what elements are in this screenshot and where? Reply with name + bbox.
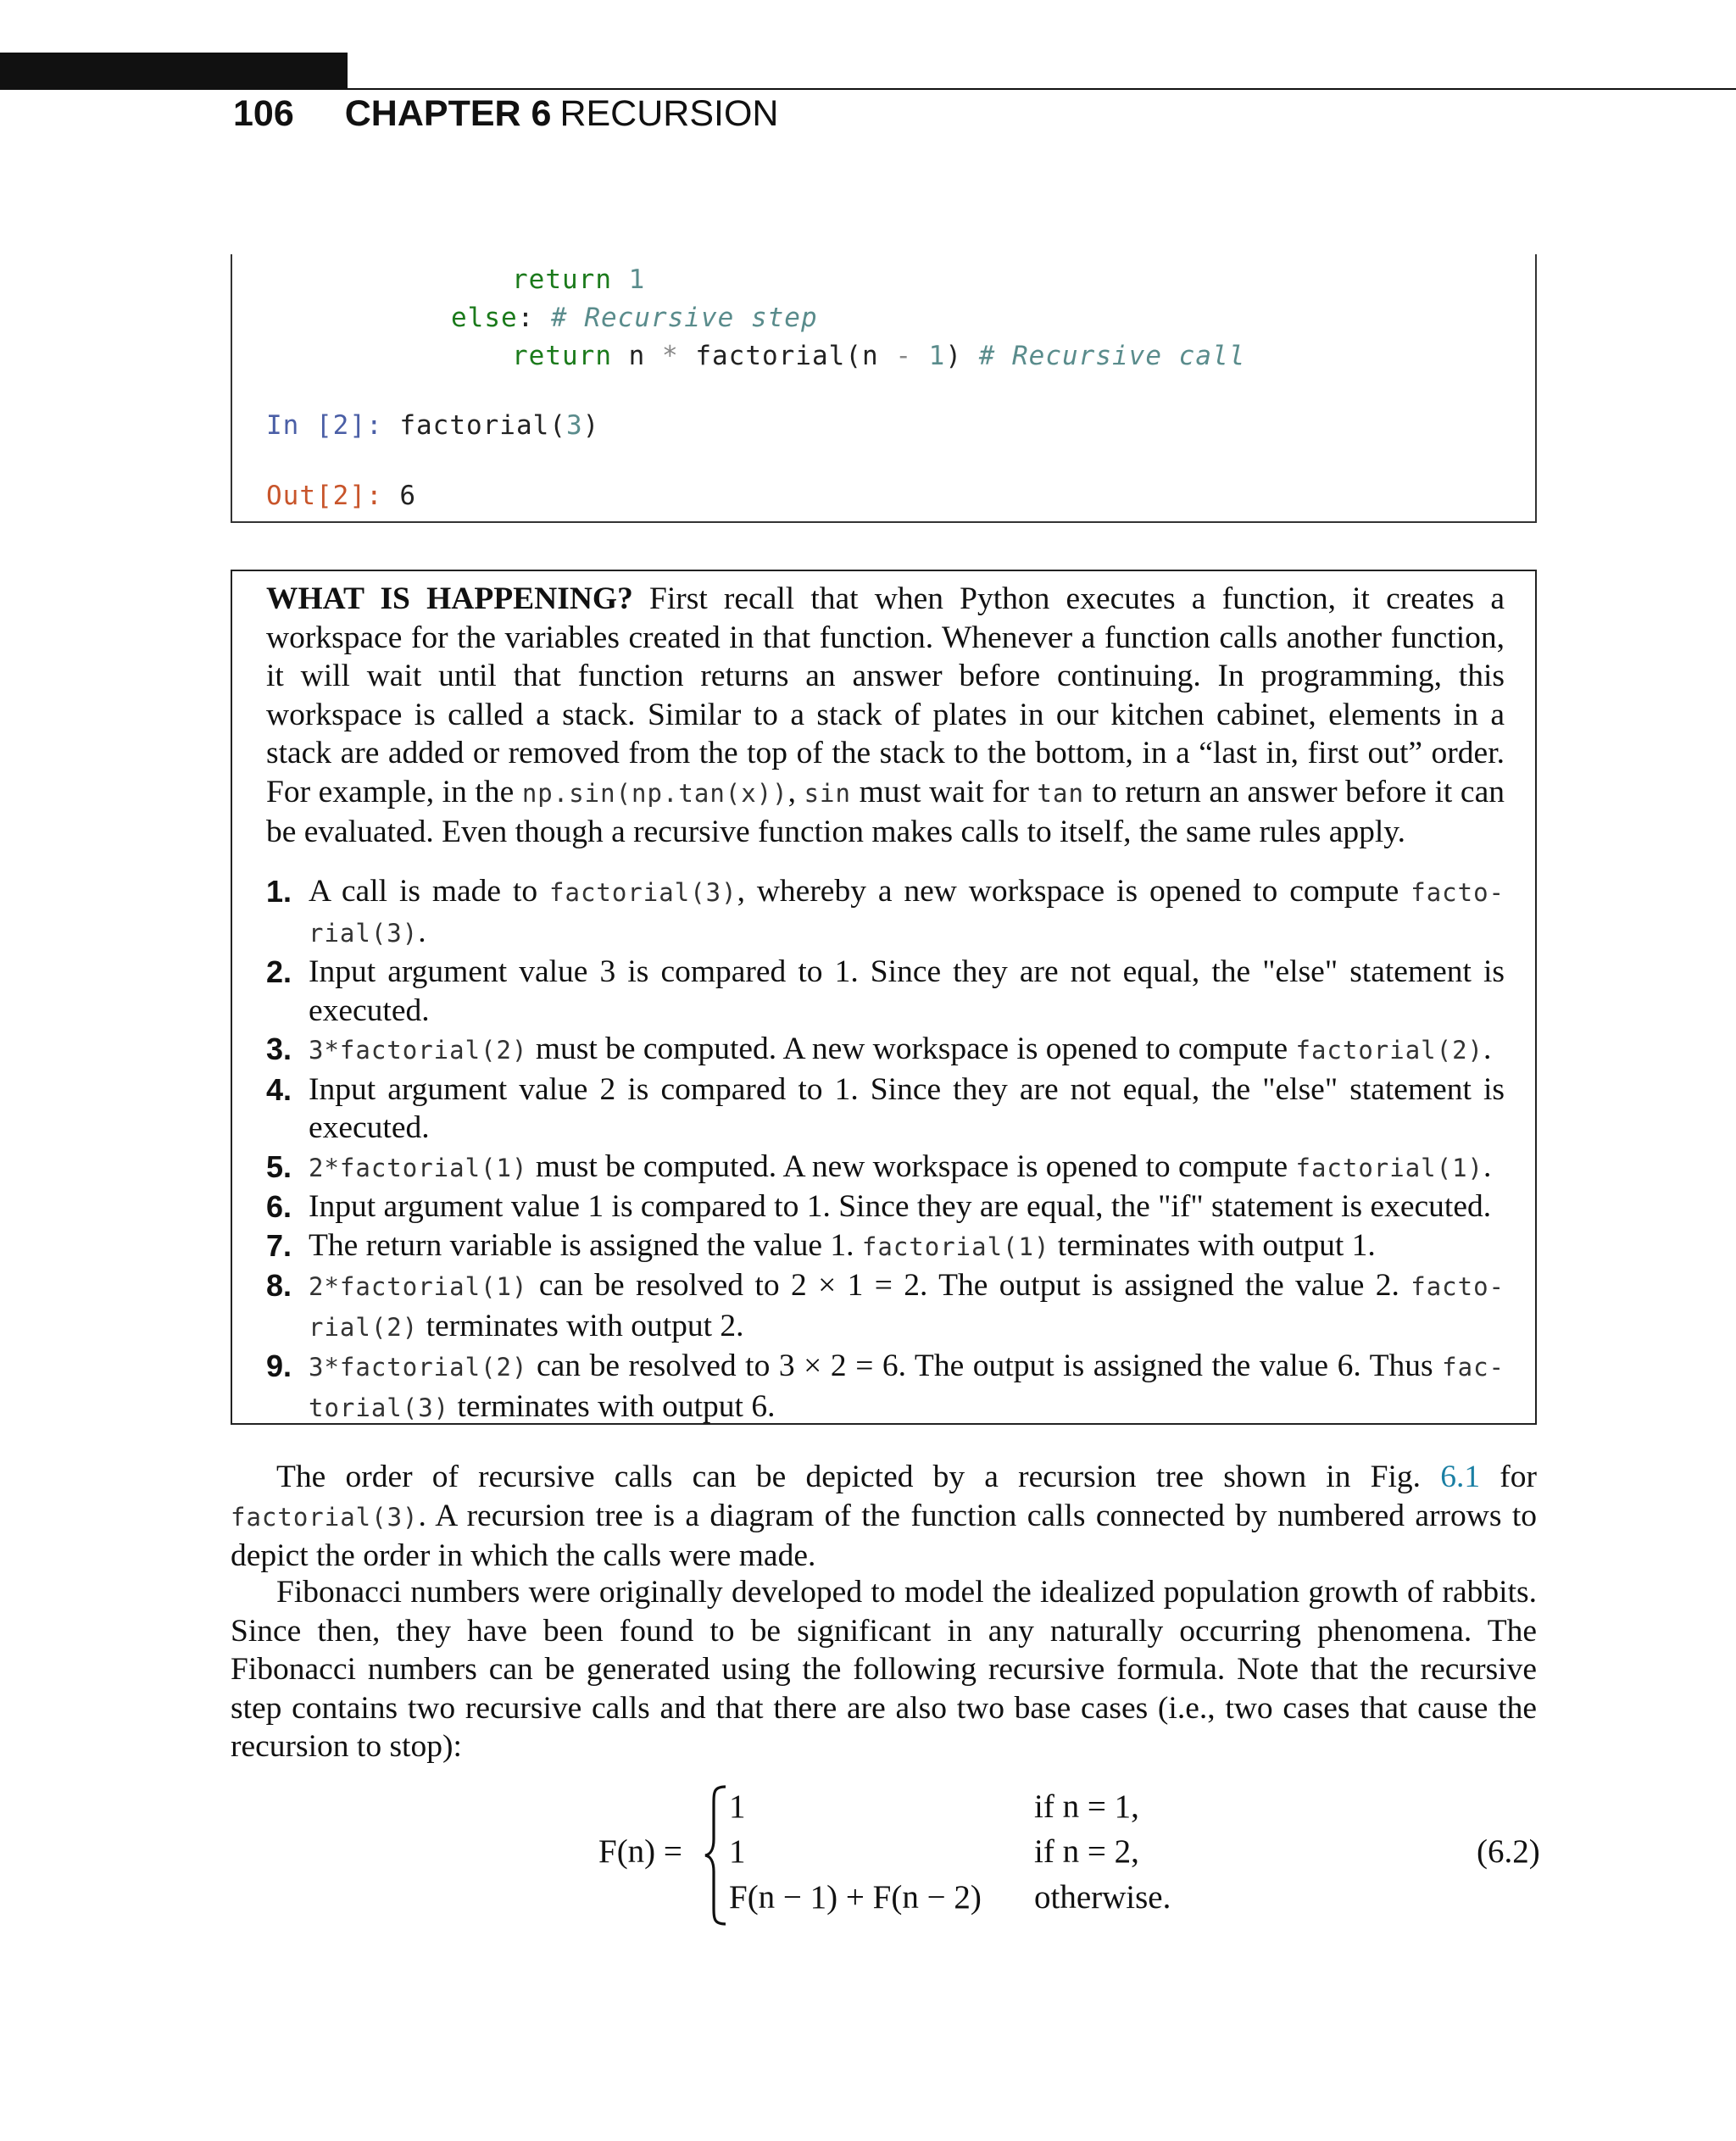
figure-link[interactable]: 6.1 xyxy=(1440,1460,1481,1494)
list-item: 2. Input argument value 3 is compared to 1. Since they are not equal, the "else" statement is executed. xyxy=(266,954,1505,1028)
steps-list xyxy=(266,872,1505,1427)
case-3-condition: otherwise. xyxy=(1034,1879,1171,1916)
case-1-condition: if n = 1, xyxy=(1034,1788,1139,1825)
case-1-value: 1 xyxy=(729,1788,746,1825)
header-rule xyxy=(348,88,1736,90)
body-paragraph-1: The order of recursive calls can be depicted by a recursion tree shown in Fig. 6.1 for factorial(3). A recursion tree is a diagram of the function calls connected by numbered arrows to depict the order in which the calls were made. xyxy=(231,1460,1537,1573)
list-item: 5. 2*factorial(1) must be computed. A new workspace is opened to compute factorial(1). xyxy=(266,1148,1492,1184)
case-2-condition: if n = 2, xyxy=(1034,1833,1139,1870)
header-bar xyxy=(0,53,348,90)
code-line-2: else: # Recursive step xyxy=(451,303,818,333)
code-line-3: return n * factorial(n - 1) # Recursive call xyxy=(512,341,1246,371)
input-line: In [2]: factorial(3) xyxy=(266,410,600,441)
page-number: 106 xyxy=(233,93,294,134)
body-paragraph-2: Fibonacci numbers were originally developed to model the idealized population growth of rabbits. Since then, they have been found to be significant in any naturally occurring phenomena. The Fibonacci numbers can be generated using the following recursive formula. Note that the recursive step contains two recursive calls and that there are also two base cases (i.e., two cases that cause the recursion to stop): xyxy=(231,1575,1537,1764)
running-header xyxy=(233,93,778,135)
left-brace xyxy=(704,1783,729,1927)
what-is-happening-box xyxy=(231,570,1537,1425)
list-item: 7. The return variable is assigned the value 1. factorial(1) terminates with output 1. xyxy=(266,1227,1376,1263)
case-3-value: F(n − 1) + F(n − 2) xyxy=(729,1879,982,1916)
chapter-title: RECURSION xyxy=(559,93,779,134)
list-item: 3. 3*factorial(2) must be computed. A new workspace is opened to compute factorial(2). xyxy=(266,1032,1492,1066)
fibonacci-equation xyxy=(0,1783,1736,1936)
box-paragraph: WHAT IS HAPPENING? First recall that when Python executes a function, it creates a workspace for the variables created in that function. Whenever a function calls another function, it will wait until that function returns an answer before continuing. In programming, this workspace is called a stack. Similar to a stack of plates in our kitchen cabinet, elements in a stack are added or removed from the top of the stack to the bottom, in a “last in, first out” order. For example, in the np.sin(np.tan(x)), sin must wait for tan to return an answer before it can be evaluated. Even though a recursive function makes calls to itself, the same rules apply. xyxy=(266,581,1505,849)
list-item: 8. 2*factorial(1) can be resolved to 2 × 1 = 2. The output is assigned the value 2. facto-rial(2) terminates with output 2. xyxy=(266,1268,1505,1343)
code-line-1: return 1 xyxy=(512,264,646,295)
list-item: 6. Input argument value 1 is compared to 1. Since they are equal, the "if" statement is executed. xyxy=(266,1189,1492,1224)
equation-number: (6.2) xyxy=(1477,1833,1540,1870)
code-block xyxy=(231,254,1537,523)
output-line: Out[2]: 6 xyxy=(266,481,416,511)
chapter-label: CHAPTER 6 xyxy=(344,93,552,134)
list-item: 1. A call is made to factorial(3), whereby a new workspace is opened to compute facto-rial(3). xyxy=(266,874,1505,949)
list-item: 4. Input argument value 2 is compared to 1. Since they are not equal, the "else" statement is executed. xyxy=(266,1071,1505,1145)
equation-lhs: F(n) = xyxy=(598,1833,682,1870)
case-2-value: 1 xyxy=(729,1833,746,1870)
list-item: 9. 3*factorial(2) can be resolved to 3 × 2 = 6. The output is assigned the value 6. Thus fac-torial(3) terminates with output 6. xyxy=(266,1349,1505,1424)
output-prompt: Out[2]: xyxy=(266,481,383,511)
box-heading: WHAT IS HAPPENING? xyxy=(266,581,633,616)
input-prompt: In [2]: xyxy=(266,410,383,441)
